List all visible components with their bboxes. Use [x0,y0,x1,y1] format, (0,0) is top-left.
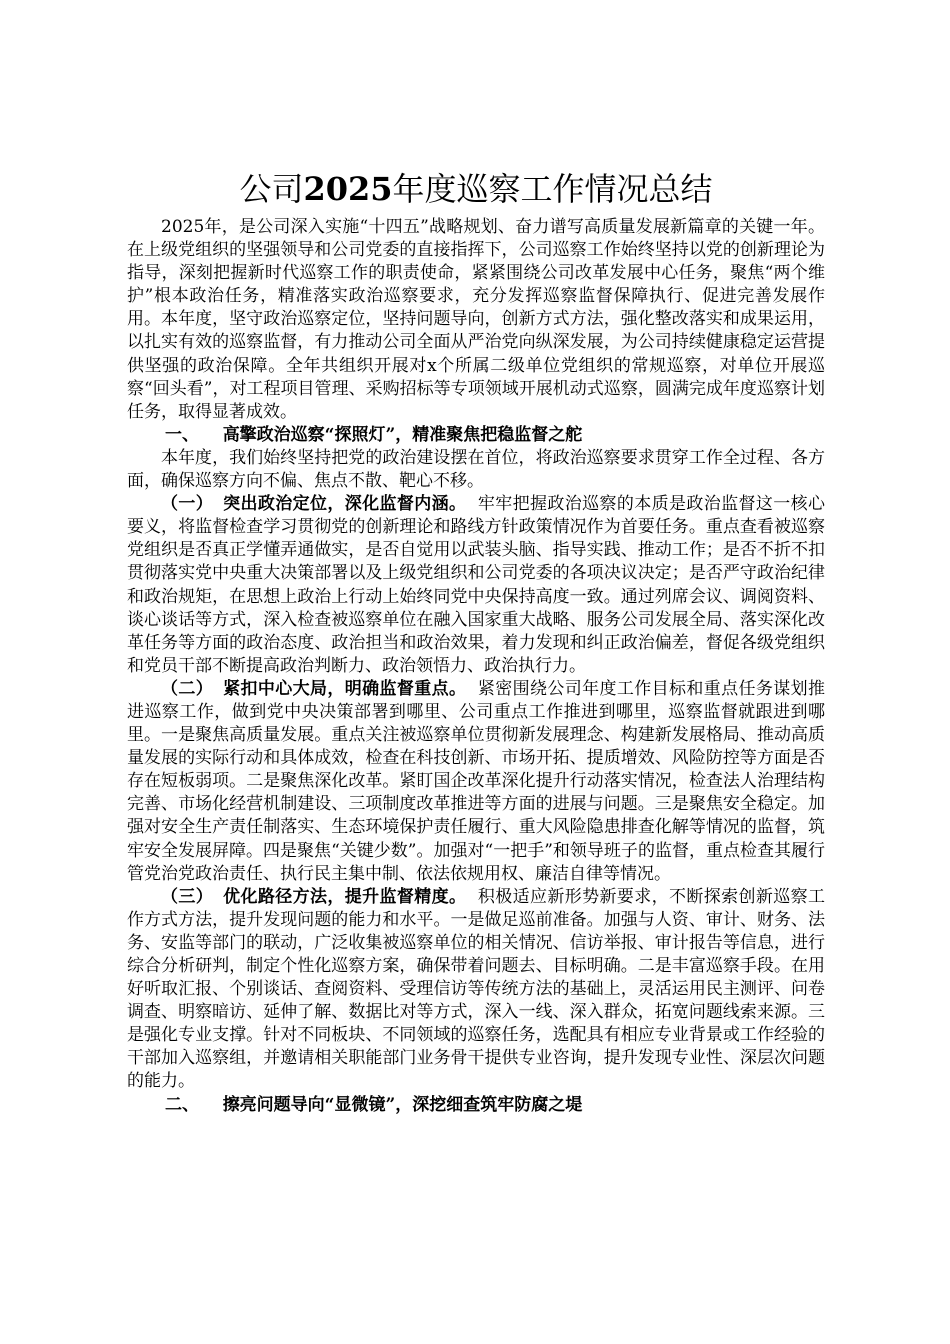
subsection-1-2-number: （二） [161,678,214,699]
section-2-number: 二、 [165,1094,199,1115]
subsection-1-3 [127,886,825,1094]
subsection-1-3-lead: 优化路径方法，提升监督精度。 [223,886,467,907]
subsection-1-3-text: 积极适应新形势新要求，不断探索创新巡察工作方式方法，提升发现问题的能力和水平。一是做足巡前准备。加强与人资、审计、财务、法务、安监等部门的联动，广泛收集被巡察单位的相关情况、信访举报、审计报告等信息，进行综合分析研判，制定个性化巡察方案，确保带着问题去、目标明确。二是丰富巡察手段。在用好听取汇报、个别谈话、查阅资料、受理信访等传统方法的基础上，灵活运用民主测评、问卷调查、明察暗访、延伸了解、数据比对等方式，深入一线、深入群众，拓宽问题线索来源。三是强化专业支撑。针对不同板块、不同领域的巡察任务，选配具有相应专业背景或工作经验的干部加入巡察组，并邀请相关职能部门业务骨干提供专业咨询，提升发现专业性、深层次问题的能力。 [127,886,826,1092]
title-suffix: 年度巡察工作情况总结 [392,170,713,208]
section-1-number: 一、 [165,424,199,445]
subsection-1-2-text: 紧密围绕公司年度工作目标和重点任务谋划推进巡察工作，做到党中央决策部署到哪里、公司重点工作推进到哪里，巡察监督就跟进到哪里。一是聚焦高质量发展。重点关注被巡察单位贯彻新发展理念、构建新发展格局、推动高质量发展的实际行动和具体成效，检查在科技创新、市场开拓、提质增效、风险防控等方面是否存在短板弱项。二是聚焦深化改革。紧盯国企改革深化提升行动落实情况，检查法人治理结构完善、市场化经营机制建设、三项制度改革推进等方面的进展与问题。三是聚焦安全稳定。加强对安全生产责任制落实、生态环境保护责任履行、重大风险隐患排查化解等情况的监督，筑牢安全发展屏障。四是聚焦“关键少数”。加强对“一把手”和领导班子的监督，重点检查其履行管党治党政治责任、执行民主集中制、依法依规用权、廉洁自律等情况。 [127,678,826,884]
section-1-intro: 本年度，我们始终坚持把党的政治建设摆在首位，将政治巡察要求贯穿工作全过程、各方面，确保巡察方向不偏、焦点不散、靶心不移。 [127,447,825,492]
document-title [127,168,825,210]
subsection-1-2 [127,678,825,886]
title-year: 2025 [303,170,393,208]
intro-paragraph: 2025年，是公司深入实施“十四五”战略规划、奋力谱写高质量发展新篇章的关键一年。在上级党组织的坚强领导和公司党委的直接指挥下，公司巡察工作始终坚持以党的创新理论为指导，深刻把握新时代巡察工作的职责使命，紧紧围绕公司改革发展中心任务，聚焦“两个维护”根本政治任务，精准落实政治巡察要求，充分发挥巡察监督保障执行、促进完善发展作用。本年度，坚守政治巡察定位，坚持问题导向，创新方式方法，强化整改落实和成果运用，以扎实有效的巡察监督，有力推动公司全面从严治党向纵深发展，为公司持续健康稳定运营提供坚强的政治保障。全年共组织开展对x个所属二级单位党组织的常规巡察，对单位开展巡察“回头看”，对工程项目管理、采购招标等专项领域开展机动式巡察，圆满完成年度巡察计划任务，取得显著成效。 [127,217,825,422]
section-1-heading [127,424,825,447]
section-2-heading [127,1094,825,1117]
section-1-title: 高擎政治巡察“探照灯”，精准聚焦把稳监督之舵 [222,424,583,445]
subsection-1-1 [127,493,825,678]
title-prefix: 公司 [239,170,304,208]
subsection-1-2-lead: 紧扣中心大局，明确监督重点。 [223,678,467,699]
subsection-1-1-number: （一） [161,494,214,515]
document-body [127,168,825,1117]
subsection-1-1-lead: 突出政治定位，深化监督内涵。 [223,494,467,515]
subsection-1-1-text: 牢牢把握政治巡察的本质是政治监督这一核心要义，将监督检查学习贯彻党的创新理论和路线方针政策情况作为首要任务。重点查看被巡察党组织是否真正学懂弄通做实，是否自觉用以武装头脑、指导实践、推动工作；是否不折不扣贯彻落实党中央重大决策部署以及上级党组织和公司党委的各项决议决定；是否严守政治纪律和政治规矩，在思想上政治上行动上始终同党中央保持高度一致。通过列席会议、调阅资料、谈心谈话等方式，深入检查被巡察单位在融入国家重大战略、服务公司发展全局、落实深化改革任务等方面的政治态度、政治担当和政治效果，着力发现和纠正政治偏差，督促各级党组织和党员干部不断提高政治判断力、政治领悟力、政治执行力。 [127,494,826,676]
section-2-title: 擦亮问题导向“显微镜”，深挖细查筑牢防腐之堤 [222,1094,583,1115]
subsection-1-3-number: （三） [161,886,214,907]
